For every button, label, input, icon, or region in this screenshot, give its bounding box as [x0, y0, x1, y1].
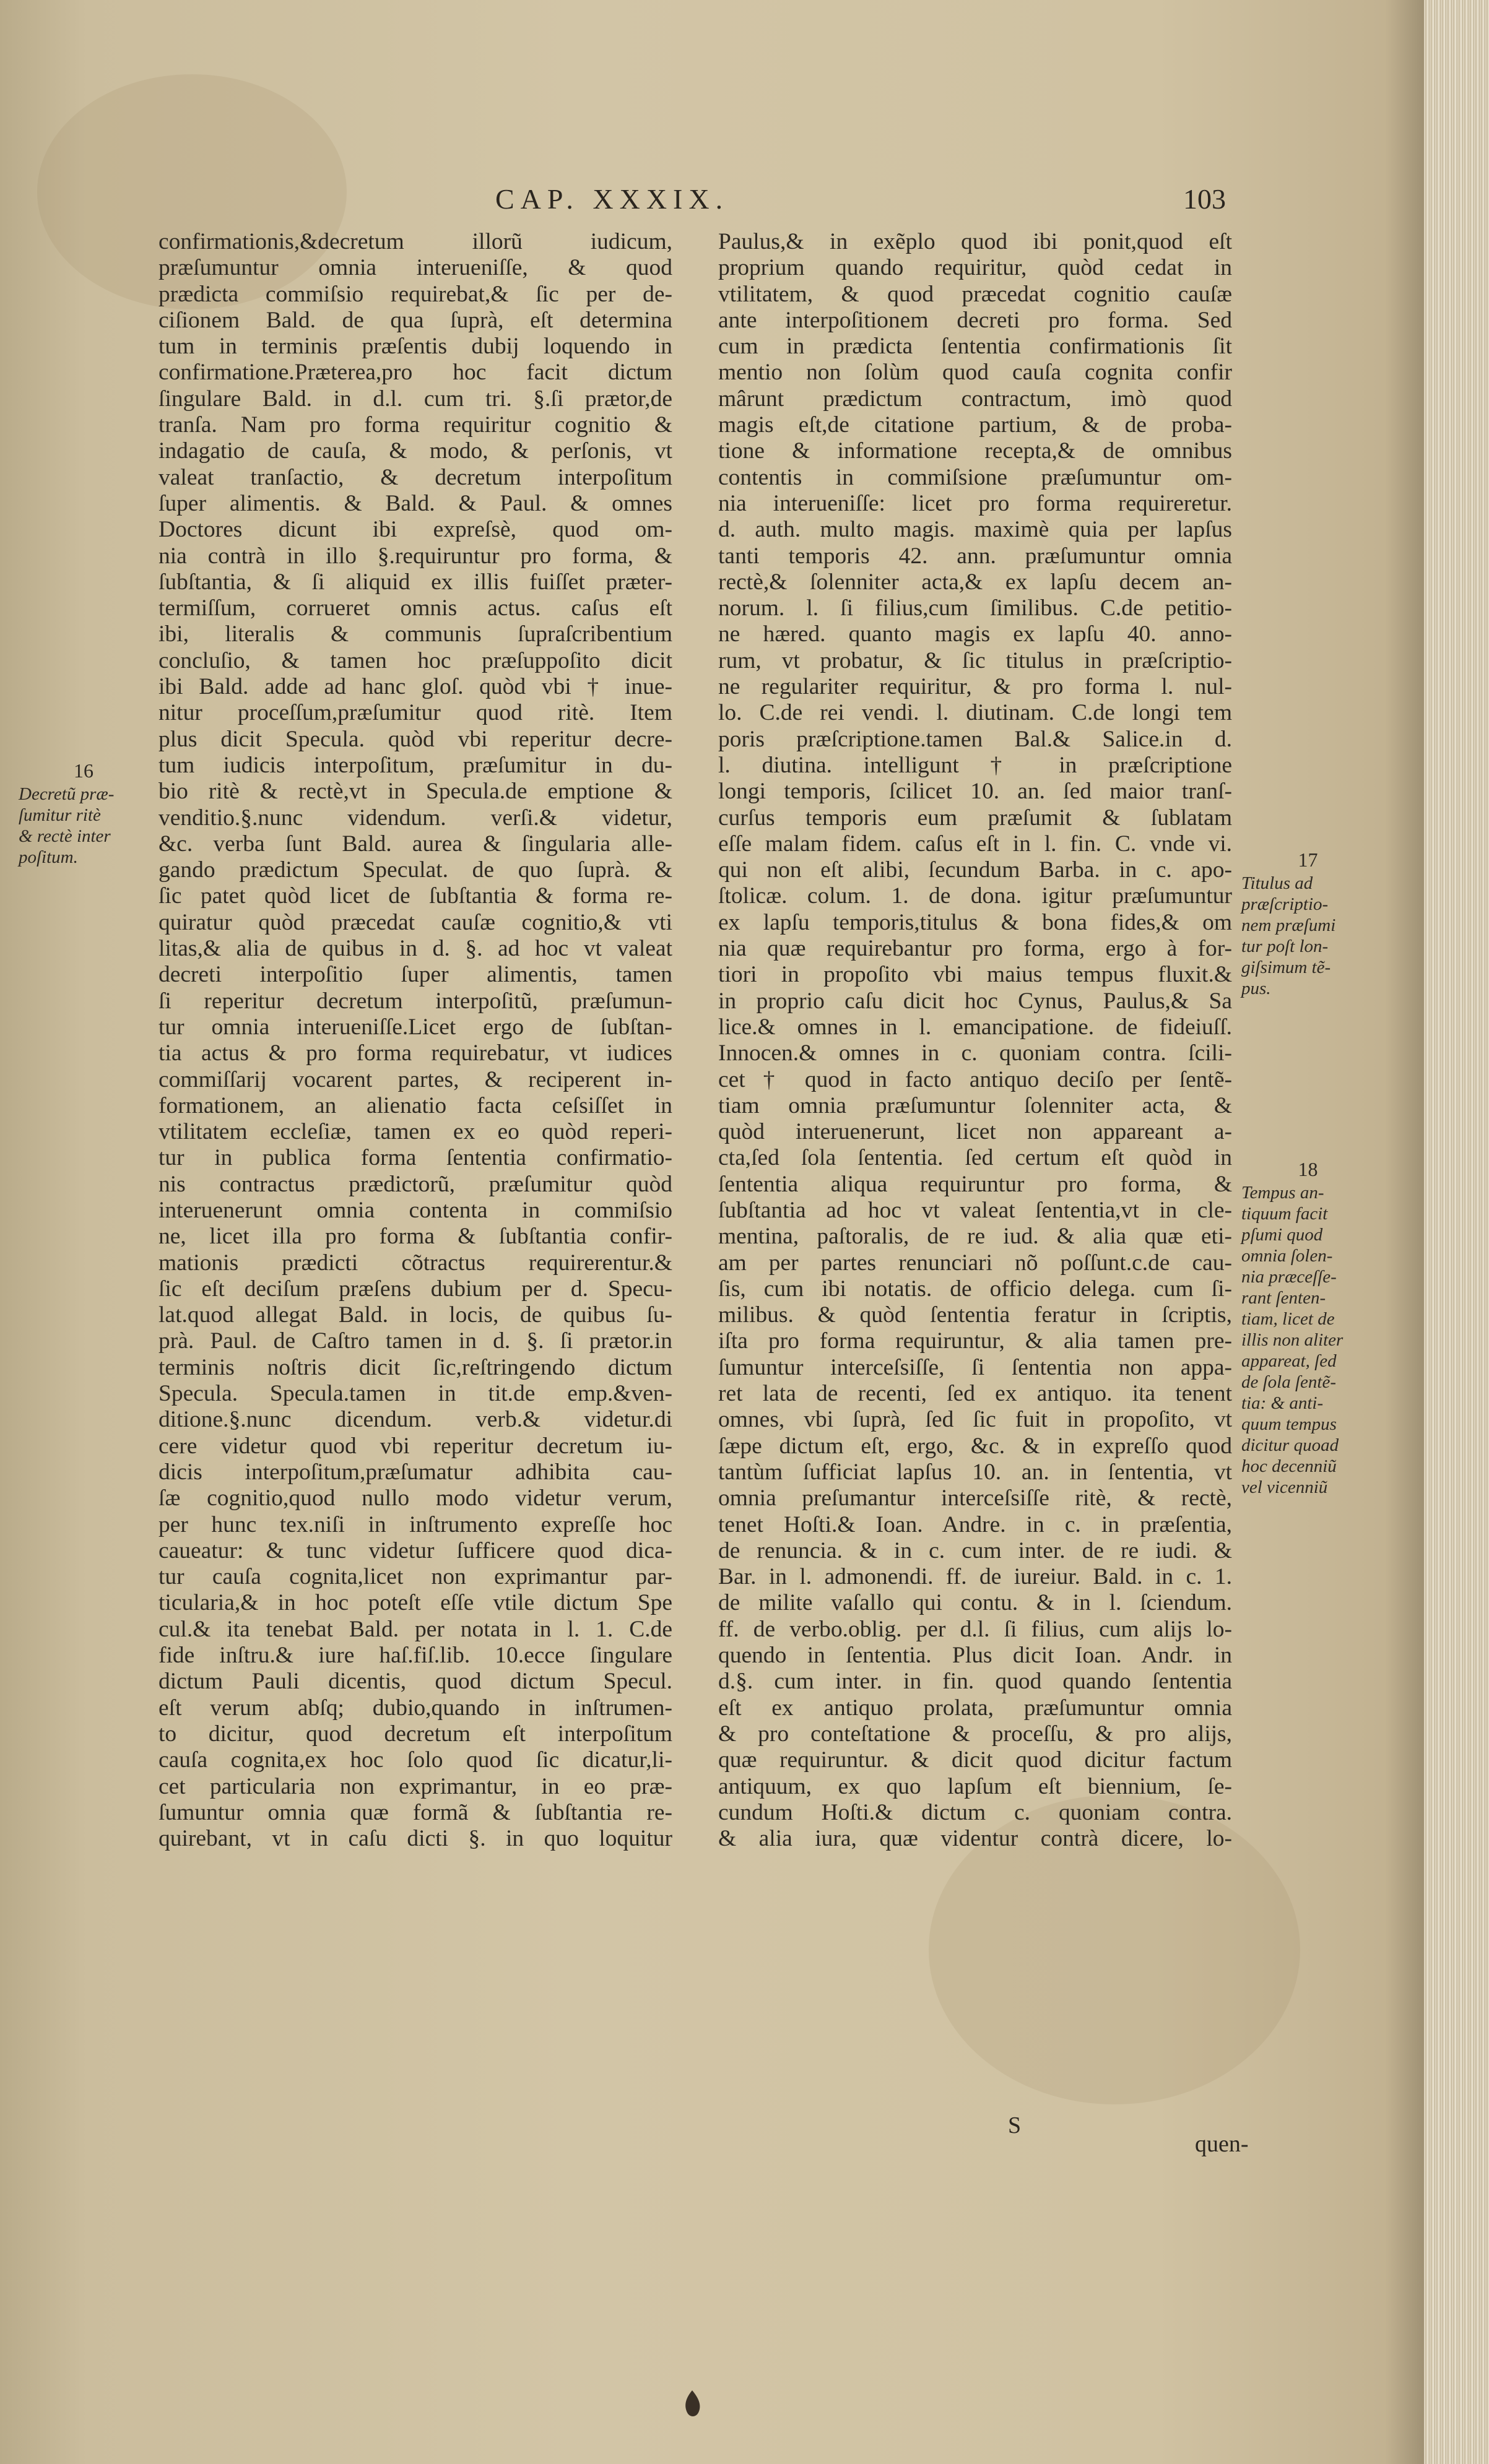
- text-line: ſi reperitur decretum interpoſitũ, præſumun-: [158, 988, 672, 1014]
- text-line: mationis prædicti cõtractus requirerentur.&: [158, 1250, 672, 1276]
- text-line: proprium quando requiritur, quòd cedat in: [718, 255, 1232, 281]
- text-line: antiquum, ex quo lapſum eſt biennium, ſe-: [718, 1773, 1232, 1799]
- text-line: ſingulare Bald. in d.l. cum tri. §.ſi prætor,de: [158, 386, 672, 412]
- margin-note-number: 17: [1298, 849, 1318, 871]
- margin-note-line: rant ſenten-: [1241, 1288, 1326, 1308]
- text-line: ſic eſt deciſum præſens dubium per d. Specu-: [158, 1276, 672, 1302]
- text-line: quæ requiruntur. & dicit quod dicitur factum: [718, 1747, 1232, 1773]
- text-line: ibi, literalis & communis ſupraſcribentium: [158, 621, 672, 647]
- text-line: tiam omnia præſumuntur ſolenniter acta, &: [718, 1092, 1232, 1118]
- text-line: per hunc tex.niſi in inſtrumento expreſſe hoc: [158, 1511, 672, 1537]
- text-line: tantùm ſufficiat lapſus 10. an. in ſententia, vt: [718, 1459, 1232, 1485]
- text-line: tia actus & pro forma requirebatur, vt iudices: [158, 1040, 672, 1066]
- text-line: quiratur quòd præcedat cauſæ cognitio,& vti: [158, 909, 672, 935]
- text-line: ante interpoſitionem decreti pro forma. Sed: [718, 307, 1232, 333]
- margin-note-line: giſsimum tẽ-: [1241, 958, 1331, 977]
- text-line: de renuncia. & in c. cum inter. de re iudi. &: [718, 1537, 1232, 1563]
- text-line: mârunt prædictum contractum, imò quod: [718, 386, 1232, 412]
- text-line: terminis noſtris dicit ſic,reſtringendo dictum: [158, 1354, 672, 1380]
- text-line: cere videtur quod vbi reperitur decretum iu-: [158, 1433, 672, 1459]
- text-line: bio ritè & rectè,vt in Specula.de emptione &: [158, 779, 672, 805]
- right-text-column: [718, 229, 1232, 1852]
- text-line: omnes, vbi ſuprà, ſed ſic fuit in propoſito, vt: [718, 1407, 1232, 1433]
- text-line: ſic patet quòd licet de ſubſtantia & forma re-: [158, 883, 672, 909]
- text-line: tur omnia interueniſſe.Licet ergo de ſubſtan-: [158, 1014, 672, 1040]
- text-line: eſſe malam fidem. caſus eſt in l. fin. C. vnde vi.: [718, 831, 1232, 857]
- text-line: ditione.§.nunc dicendum. verb.& videtur.di: [158, 1407, 672, 1433]
- text-line: cauſa cognita,ex hoc ſolo quod ſic dicatur,li-: [158, 1747, 672, 1773]
- page-header: [495, 183, 1226, 226]
- text-line: poris præſcriptione.tamen Bal.& Salice.in d.: [718, 726, 1232, 752]
- text-line: cundum Hoſti.& dictum c. quoniam contra.: [718, 1799, 1232, 1825]
- margin-note-line: nem præſumi: [1241, 915, 1336, 935]
- text-line: caueatur: & tunc videtur ſufficere quod dica-: [158, 1537, 672, 1563]
- text-line: ſumuntur omnia quæ formã & ſubſtantia re-: [158, 1799, 672, 1825]
- text-line: Bar. in l. admonendi. ff. de iureiur. Bald. in c. 1.: [718, 1564, 1232, 1590]
- text-line: lice.& omnes in l. emancipatione. de fideiuſſ.: [718, 1014, 1232, 1040]
- margin-note-line: pſumi quod: [1241, 1225, 1323, 1245]
- text-line: cum in prædicta ſententia confirmationis ſit: [718, 334, 1232, 360]
- text-line: indagatio de cauſa, & modo, & perſonis, vt: [158, 438, 672, 464]
- margin-note-line: tur poſt lon-: [1241, 936, 1329, 956]
- text-line: l. diutina. intelligunt † in præſcriptione: [718, 752, 1232, 778]
- margin-note-line: nia præceſſe-: [1241, 1267, 1337, 1287]
- text-line: fide inſtru.& iure haſ.fiſ.lib. 10.ecce ſingulare: [158, 1643, 672, 1669]
- margin-note-line: dicitur quoad: [1241, 1435, 1339, 1455]
- text-line: ſuper alimentis. & Bald. & Paul. & omnes: [158, 490, 672, 516]
- text-line: termiſſum, corrueret omnis actus. caſus eſt: [158, 595, 672, 621]
- text-line: qui non eſt alibi, ſecundum Barba. in c. apo-: [718, 857, 1232, 883]
- text-line: to dicitur, quod decretum eſt interpoſitum: [158, 1721, 672, 1747]
- text-line: nitur proceſſum,præſumitur quod ritè. Item: [158, 700, 672, 726]
- margin-note-line: quum tempus: [1241, 1414, 1337, 1434]
- text-line: nia quæ requirebantur pro forma, ergo à for-: [718, 936, 1232, 962]
- margin-note-line: vel vicenniũ: [1241, 1477, 1328, 1497]
- text-line: tiori in propoſito vbi maius tempus fluxit.&: [718, 962, 1232, 988]
- text-line: &c. verba ſunt Bald. aurea & ſingularia alle-: [158, 831, 672, 857]
- margin-note-line: Tempus an-: [1241, 1183, 1324, 1203]
- text-line: d.§. cum inter. in fin. quod quando ſententia: [718, 1669, 1232, 1695]
- text-line: lo. C.de rei vendi. l. diutinam. C.de longi tem: [718, 700, 1232, 726]
- text-line: tione & informatione recepta,& de omnibus: [718, 438, 1232, 464]
- text-line: tanti temporis 42. ann. præſumuntur omnia: [718, 543, 1232, 569]
- text-line: lat.quod allegat Bald. in locis, de quibus ſu-: [158, 1302, 672, 1328]
- left-text-column: [158, 229, 672, 1852]
- text-line: omnia preſumantur interceſsiſſe ritè, & rectè,: [718, 1485, 1232, 1511]
- ink-blot-icon: [681, 2389, 703, 2419]
- text-line: ſumuntur interceſsiſſe, ſi ſententia non appa-: [718, 1354, 1232, 1380]
- text-line: dicis interpoſitum,præſumatur adhibita cau-: [158, 1459, 672, 1485]
- text-line: & pro conteſtatione & proceſſu, & pro alijs,: [718, 1721, 1232, 1747]
- text-line: ticularia,& in hoc poteſt eſſe vtile dictum Spe: [158, 1590, 672, 1616]
- margin-note-line: Titulus ad: [1241, 873, 1313, 893]
- text-line: de milite vaſallo qui contu. & in l. ſciendum.: [718, 1590, 1232, 1616]
- text-line: & alia iura, quæ videntur contrà dicere, lo-: [718, 1826, 1232, 1852]
- text-line: gando prædictum Speculat. de quo ſuprà. &: [158, 857, 672, 883]
- text-line: ne regulariter requiritur, & pro forma l. nul-: [718, 674, 1232, 700]
- text-line: litas,& alia de quibus in d. §. ad hoc vt valeat: [158, 936, 672, 962]
- text-line: venditio.§.nunc videndum. verſi.& videtur,: [158, 805, 672, 831]
- text-line: tum iudicis interpoſitum, præſumitur in du-: [158, 752, 672, 778]
- text-line: vtilitatem, & quod præcedat cognitio cauſæ: [718, 281, 1232, 307]
- text-line: ret lata de recenti, ſed ex antiquo. ita tenent: [718, 1381, 1232, 1407]
- text-line: rectè,& ſolenniter acta,& ex lapſu decem an-: [718, 569, 1232, 595]
- text-line: confirmatione.Præterea,pro hoc facit dictum: [158, 360, 672, 386]
- text-line: longi temporis, ſcilicet 10. an. ſed maior tranſ-: [718, 779, 1232, 805]
- text-line: vtilitatem eccleſiæ, tamen ex eo quòd reperi-: [158, 1119, 672, 1145]
- margin-note-line: tiquum facit: [1241, 1204, 1328, 1224]
- text-line: commiſſarij vocarent partes, & reciperent in-: [158, 1066, 672, 1092]
- text-line: ſtolicæ. colum. 1. de dona. igitur præſumuntur: [718, 883, 1232, 909]
- text-line: ex lapſu temporis,titulus & bona fides,& om: [718, 909, 1232, 935]
- signature-mark: S: [1008, 2112, 1022, 2138]
- text-line: præſumuntur omnia interueniſſe, & quod: [158, 255, 672, 281]
- margin-note-line: præſcriptio-: [1241, 894, 1329, 914]
- text-line: ne hæred. quanto magis ex lapſu 40. anno-: [718, 621, 1232, 647]
- margin-note-17: [1241, 849, 1374, 999]
- text-line: ſæpe dictum eſt, ergo, &c. & in expreſſo quod: [718, 1433, 1232, 1459]
- folio-number: 103: [1183, 183, 1226, 215]
- text-line: milibus. & quòd ſententia feratur in ſcriptis,: [718, 1302, 1232, 1328]
- margin-note-number: 16: [74, 759, 93, 782]
- text-line: ciſionem Bald. de qua ſuprà, eſt determina: [158, 307, 672, 333]
- text-line: dictum Pauli dicentis, quod dictum Specul.: [158, 1669, 672, 1695]
- text-line: eſt verum abſq; dubio,quando in inſtrumen-: [158, 1695, 672, 1721]
- text-line: mentina, paſtoralis, de re iud. & alia quæ eti-: [718, 1224, 1232, 1250]
- text-line: tur cauſa cognita,licet non exprimantur par-: [158, 1564, 672, 1590]
- text-line: decreti interpoſitio ſuper alimentis, tamen: [158, 962, 672, 988]
- text-line: d. auth. multo magis. maximè quia per lapſus: [718, 517, 1232, 543]
- text-line: contentis in commiſsione præſumuntur om-: [718, 464, 1232, 490]
- margin-note-16: [19, 760, 149, 868]
- text-line: ibi Bald. adde ad hanc gloſ. quòd vbi † inue-: [158, 674, 672, 700]
- text-line: Innocen.& omnes in c. quoniam contra. ſcili-: [718, 1040, 1232, 1066]
- text-line: Specula. Specula.tamen in tit.de emp.&ven-: [158, 1381, 672, 1407]
- text-line: cet † quod in facto antiquo deciſo per ſentẽ-: [718, 1066, 1232, 1092]
- text-line: tur in publica forma ſententia confirmatio-: [158, 1145, 672, 1171]
- margin-note-number: 18: [1298, 1158, 1318, 1180]
- text-line: plus dicit Specula. quòd vbi reperitur decre-: [158, 726, 672, 752]
- page-edge: [1424, 0, 1489, 2464]
- text-line: nis contractus prædictorũ, præſumitur quòd: [158, 1171, 672, 1197]
- text-line: norum. l. ſi filius,cum ſimilibus. C.de petitio-: [718, 595, 1232, 621]
- running-title: CAP. XXXIX.: [495, 183, 729, 215]
- text-line: magis eſt,de citatione partium, & de proba-: [718, 412, 1232, 438]
- text-line: prædicta commiſsio requirebat,& ſic per de-: [158, 281, 672, 307]
- text-line: rum, vt probatur, & ſic titulus in præſcriptio-: [718, 647, 1232, 673]
- text-line: ff. de verbo.oblig. per d.l. ſi filius, cum alijs lo-: [718, 1616, 1232, 1642]
- text-line: formationem, an alienatio facta ceſsiſſet in: [158, 1092, 672, 1118]
- text-line: prà. Paul. de Caſtro tamen in d. §. ſi prætor.in: [158, 1328, 672, 1354]
- text-line: nia contrà in illo §.requiruntur pro forma, &: [158, 543, 672, 569]
- margin-note-line: omnia ſolen-: [1241, 1246, 1333, 1266]
- text-line: eſt ex antiquo prolata, præſumuntur omnia: [718, 1695, 1232, 1721]
- text-line: interuenerunt omnia contenta in commiſsio: [158, 1197, 672, 1223]
- text-line: ſæ cognitio,quod nullo modo videtur verum,: [158, 1485, 672, 1511]
- margin-note-line: hoc decenniũ: [1241, 1456, 1337, 1476]
- text-line: ne, licet illa pro forma & ſubſtantia confir-: [158, 1224, 672, 1250]
- text-line: tum in terminis præſentis dubij loquendo in: [158, 334, 672, 360]
- catchword: quen-: [1195, 2131, 1249, 2157]
- text-line: in proprio caſu dicit hoc Cynus, Paulus,& Sa: [718, 988, 1232, 1014]
- margin-note-line: tiam, licet de: [1241, 1309, 1335, 1329]
- text-line: ſubſtantia, & ſi aliquid ex illis fuiſſet præter-: [158, 569, 672, 595]
- text-line: Doctores dicunt ibi expreſsè, quod om-: [158, 517, 672, 543]
- text-line: ſententia aliqua requiruntur pro forma, &: [718, 1171, 1232, 1197]
- margin-note-line: poſitum.: [19, 847, 78, 867]
- margin-note-line: & rectè inter: [19, 826, 111, 846]
- text-line: tranſa. Nam pro forma requiritur cognitio &: [158, 412, 672, 438]
- text-line: quirebant, vt in caſu dicti §. in quo loquitur: [158, 1826, 672, 1852]
- margin-note-line: ſumitur ritè: [19, 805, 101, 825]
- text-line: curſus temporis eum præſumit & ſublatam: [718, 805, 1232, 831]
- text-line: cta,ſed ſola ſententia. ſed certum eſt quòd in: [718, 1145, 1232, 1171]
- text-line: cet particularia non exprimantur, in eo præ-: [158, 1773, 672, 1799]
- margin-note-line: illis non aliter: [1241, 1330, 1344, 1350]
- margin-note-line: Decretũ præ-: [19, 784, 115, 804]
- text-line: ſubſtantia ad hoc vt valeat ſententia,vt in cle-: [718, 1197, 1232, 1223]
- text-line: tenet Hoſti.& Ioan. Andre. in c. in præſentia,: [718, 1511, 1232, 1537]
- margin-note-line: de ſola ſentẽ-: [1241, 1372, 1337, 1392]
- text-line: am per partes renunciari nõ poſſunt.c.de cau-: [718, 1250, 1232, 1276]
- text-line: mentio non ſolùm quod cauſa cognita confir: [718, 360, 1232, 386]
- text-line: Paulus,& in exẽplo quod ibi ponit,quod eſt: [718, 229, 1232, 254]
- margin-note-line: tia: & anti-: [1241, 1393, 1324, 1413]
- text-line: quendo in ſententia. Plus dicit Ioan. Andr. in: [718, 1643, 1232, 1669]
- text-line: quòd interuenerunt, licet non appareant a-: [718, 1119, 1232, 1145]
- text-line: nia interueniſſe: licet pro forma requireretur.: [718, 490, 1232, 516]
- text-line: cul.& ita tenebat Bald. per notata in l. 1. C.de: [158, 1616, 672, 1642]
- margin-note-line: appareat, ſed: [1241, 1351, 1337, 1371]
- text-line: ſis, cum ibi notatis. de officio delega. cum ſi-: [718, 1276, 1232, 1302]
- margin-note-line: pus.: [1241, 979, 1271, 998]
- text-line: confirmationis,&decretum illorũ iudicum,: [158, 229, 672, 254]
- margin-note-18: [1241, 1159, 1374, 1498]
- text-line: concluſio, & tamen hoc præſuppoſito dicit: [158, 647, 672, 673]
- text-line: iſta pro forma requiruntur, & alia tamen pre-: [718, 1328, 1232, 1354]
- text-line: valeat tranſactio, & decretum interpoſitum: [158, 464, 672, 490]
